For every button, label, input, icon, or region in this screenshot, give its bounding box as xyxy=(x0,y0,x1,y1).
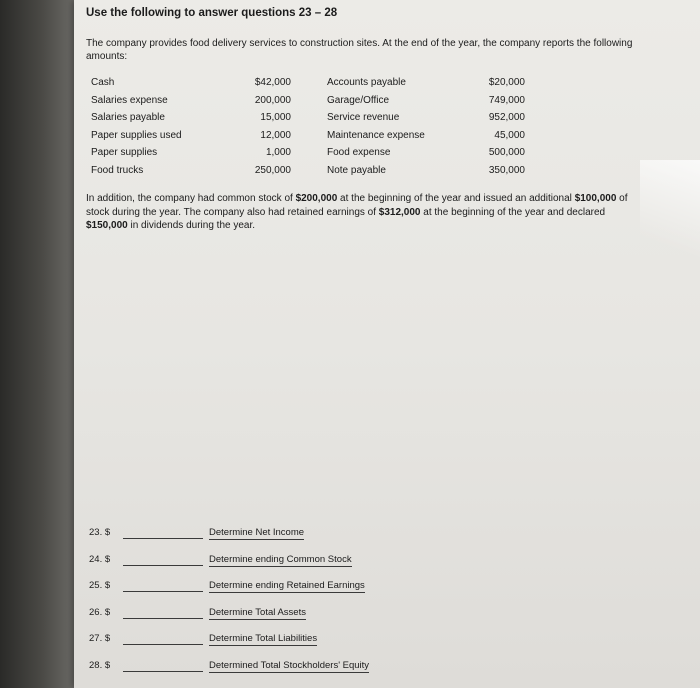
question-row xyxy=(89,554,489,581)
addition-text: in dividends during the year. xyxy=(127,220,256,231)
account-name: Garage/Office xyxy=(327,94,390,106)
question-row xyxy=(89,633,489,660)
question-row xyxy=(89,580,489,607)
background-edge xyxy=(0,0,78,688)
account-name: Paper supplies xyxy=(91,147,158,159)
account-amount: 200,000 xyxy=(254,94,291,106)
account-amount: 250,000 xyxy=(254,164,291,176)
account-amount: $20,000 xyxy=(488,77,525,88)
account-amount: 952,000 xyxy=(488,112,525,124)
question-row xyxy=(89,660,489,687)
questions-list xyxy=(89,527,489,686)
account-name: Accounts payable xyxy=(327,77,406,88)
retained-earnings-beginning: $312,000 xyxy=(378,206,421,218)
accounts-table xyxy=(91,77,551,183)
account-name: Paper supplies used xyxy=(91,129,182,141)
account-row xyxy=(91,95,551,113)
account-amount: 500,000 xyxy=(488,147,525,159)
answer-blank[interactable] xyxy=(123,538,203,539)
account-name: Food expense xyxy=(327,147,391,159)
question-task: Determine Net Income xyxy=(209,527,305,538)
addition-text: at the beginning of the year and declared xyxy=(420,206,606,218)
question-number: 23. $ xyxy=(89,527,111,538)
account-name: Salaries expense xyxy=(91,94,168,106)
account-amount: $42,000 xyxy=(254,77,291,88)
additional-info-paragraph xyxy=(86,192,634,233)
account-amount: 749,000 xyxy=(488,94,525,106)
question-number: 24. $ xyxy=(89,553,111,565)
account-name: Food trucks xyxy=(91,164,144,176)
question-task: Determine ending Common Stock xyxy=(209,553,352,565)
answer-blank[interactable] xyxy=(123,565,203,566)
answer-blank[interactable] xyxy=(123,671,203,672)
account-amount: 45,000 xyxy=(494,129,525,141)
question-number: 27. $ xyxy=(89,633,111,644)
paper-sheet xyxy=(74,0,700,688)
question-task: Determine Total Assets xyxy=(209,606,306,618)
question-row xyxy=(89,527,489,554)
account-amount: 1,000 xyxy=(265,147,291,159)
account-row xyxy=(91,165,551,183)
light-glare xyxy=(640,160,700,280)
account-name: Salaries payable xyxy=(91,112,165,124)
answer-blank[interactable] xyxy=(123,591,203,592)
account-row xyxy=(91,77,551,95)
account-row xyxy=(91,147,551,165)
dividends-declared: $150,000 xyxy=(86,220,128,231)
addition-text: at the beginning of the year and issued an additional xyxy=(337,193,575,204)
account-name: Note payable xyxy=(327,164,386,176)
question-number: 25. $ xyxy=(89,580,111,591)
account-amount: 15,000 xyxy=(260,112,291,124)
answer-blank[interactable] xyxy=(123,618,203,619)
addition-text: In addition, the company had common stock of xyxy=(86,193,296,204)
intro-paragraph: The company provides food delivery services to construction sites. At the end of the year, the company reports the following amounts: xyxy=(86,38,633,62)
question-task: Determined Total Stockholders' Equity xyxy=(209,659,370,671)
answer-blank[interactable] xyxy=(123,644,203,645)
account-amount: 350,000 xyxy=(488,164,525,176)
account-name: Maintenance expense xyxy=(327,129,425,141)
question-number: 26. $ xyxy=(89,606,111,618)
account-name: Service revenue xyxy=(327,112,400,124)
stock-issued: $100,000 xyxy=(574,193,617,204)
page-heading: Use the following to answer questions 23 – 28 xyxy=(86,7,338,19)
account-row xyxy=(91,112,551,130)
question-task: Determine ending Retained Earnings xyxy=(209,580,365,591)
addition-text: of stock during the year. The company also had retained earnings of xyxy=(86,193,628,218)
account-amount: 12,000 xyxy=(260,129,291,141)
question-row xyxy=(89,607,489,634)
account-row xyxy=(91,130,551,148)
account-name: Cash xyxy=(91,77,115,88)
question-number: 28. $ xyxy=(89,659,111,671)
question-task: Determine Total Liabilities xyxy=(209,633,318,644)
common-stock-beginning: $200,000 xyxy=(295,193,338,204)
